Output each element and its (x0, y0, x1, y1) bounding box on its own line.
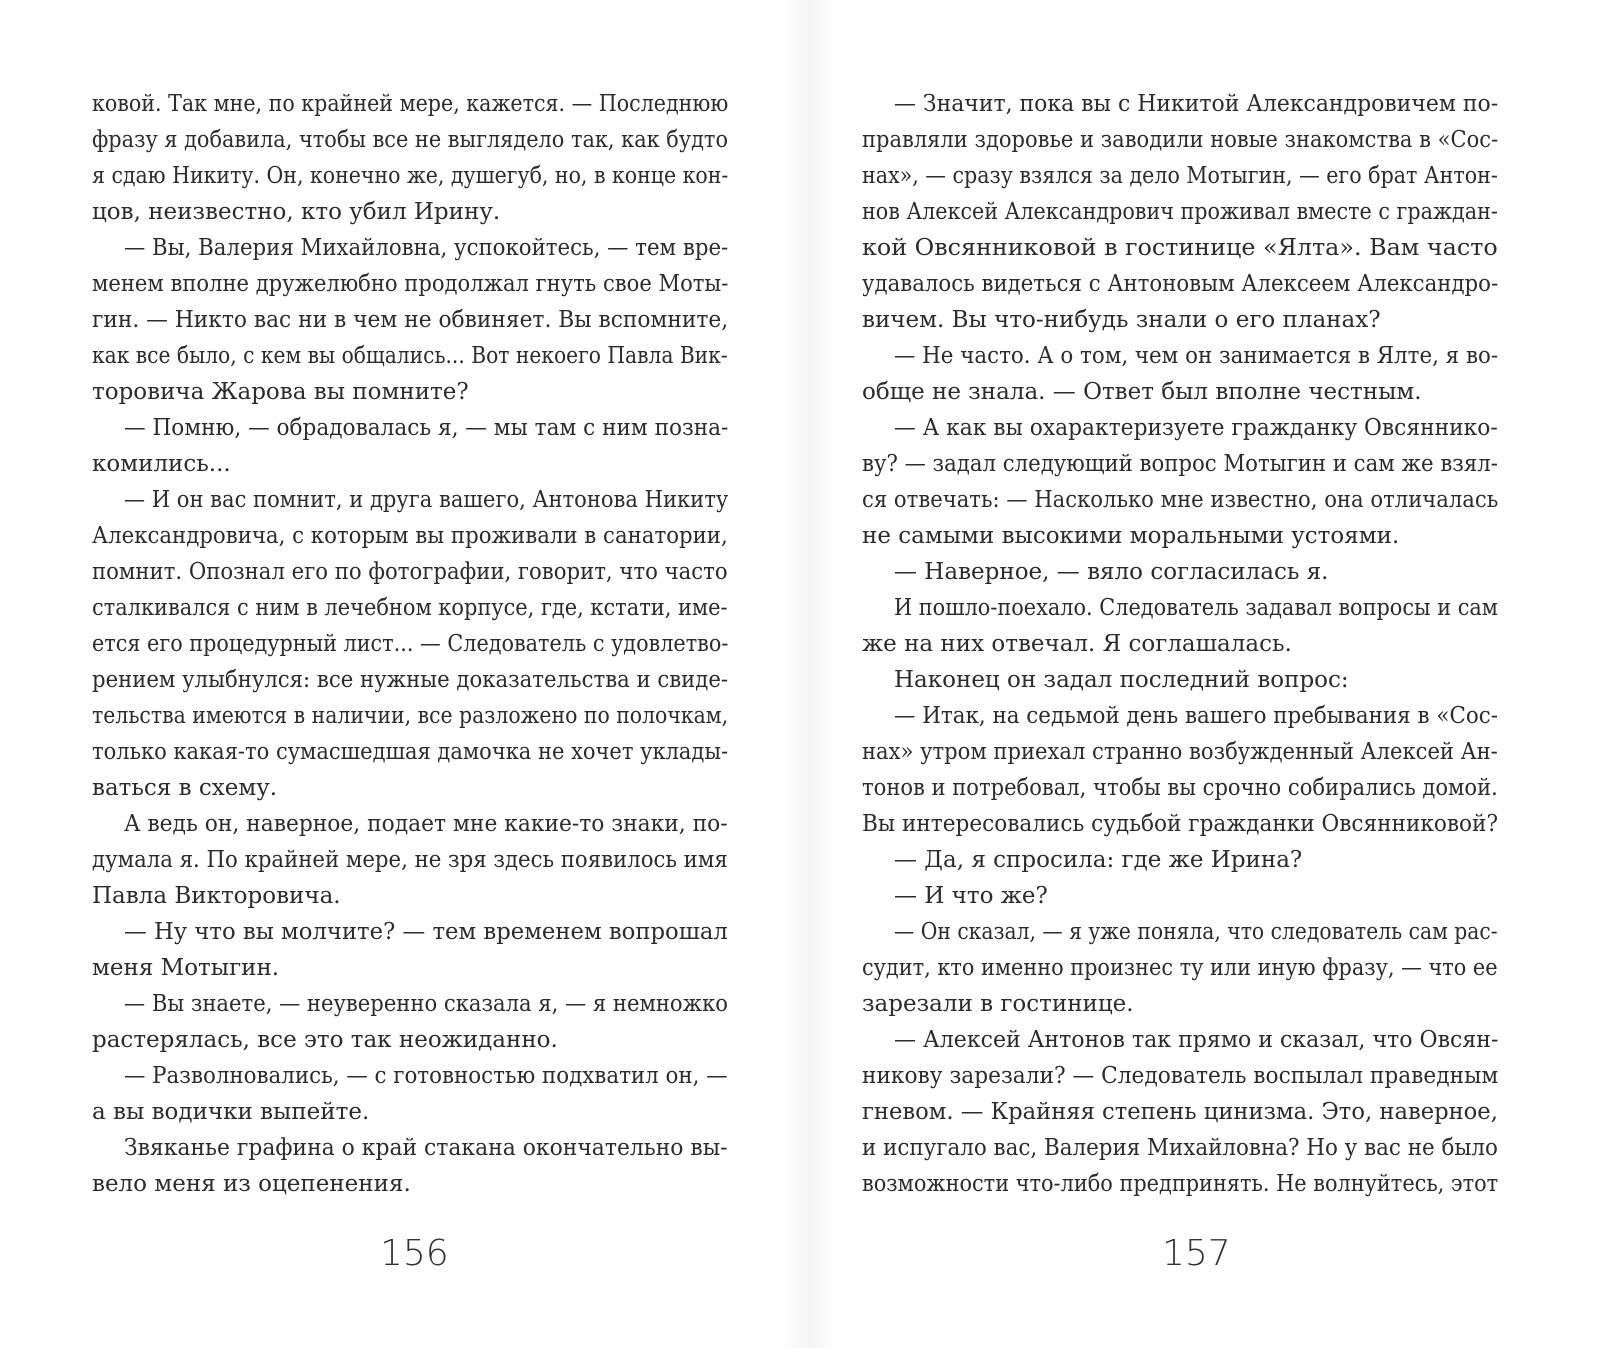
text-line: — Ну что вы молчите? — тем временем вопрошал (124, 919, 728, 945)
text-line: тельства имеются в наличии, все разложено по полочкам, (92, 703, 729, 729)
text-line: гин. — Никто вас ни в чем не обвиняет. Вы вспомните, (92, 307, 729, 333)
text-line: — Помню, — обрадовалась я, — мы там с ним позна- (124, 415, 729, 441)
text-line: не самыми высокими моральными устоями. (862, 523, 1400, 549)
text-line: нах», — сразу взялся за дело Мотыгин, — его брат Антон- (862, 163, 1498, 189)
text-line: комились... (92, 451, 231, 477)
text-line: думала я. По крайней мере, не зря здесь появилось имя (92, 847, 728, 873)
text-line: вело меня из оцепенения. (92, 1171, 411, 1197)
text-line: никову зарезали? — Следователь воспылал праведным (862, 1063, 1499, 1089)
text-line: Звяканье графина о край стакана окончательно вы- (124, 1135, 728, 1161)
text-line: тонов и потребовал, чтобы вы срочно собирались домой. (862, 775, 1498, 801)
text-line: менем вполне дружелюбно продолжал гнуть свое Моты- (92, 271, 729, 297)
text-line: Александровича, с которым вы проживали в санатории, (92, 523, 728, 549)
text-line: правляли здоровье и заводили новые знакомства в «Сос- (862, 127, 1499, 153)
book-gutter (780, 0, 840, 1348)
text-line: нов Алексей Александрович проживал вместе с граждан- (862, 199, 1498, 225)
text-line: — А как вы охарактеризуете гражданку Овсяннико- (894, 415, 1498, 441)
text-line: только какая-то сумасшедшая дамочка не хочет уклады- (92, 739, 729, 765)
text-line: — Значит, пока вы с Никитой Александровичем по- (894, 91, 1499, 117)
text-line: И пошло-поехало. Следователь задавал вопросы и сам (894, 595, 1498, 621)
text-line: зарезали в гостинице. (862, 991, 1134, 1017)
text-line: и испугало вас, Валерия Михайловна? Но у вас не было (862, 1135, 1498, 1161)
text-line: судит, кто именно произнес ту или иную фразу, — что ее (862, 955, 1498, 981)
text-line: а вы водички выпейте. (92, 1099, 370, 1125)
text-line: — Не часто. А о том, чем он занимается в Ялте, я во- (894, 343, 1499, 369)
text-line: удавалось видеться с Антоновым Алексеем Александро- (862, 271, 1499, 297)
text-line: — Вы, Валерия Михайловна, успокойтесь, — тем вре- (124, 235, 729, 261)
text-line: — Да, я спросила: где же Ирина? (894, 847, 1303, 873)
text-line: как все было, с кем вы общались... Вот некоего Павла Вик- (92, 343, 728, 369)
text-line: же на них отвечал. Я соглашалась. (862, 631, 1292, 657)
text-line: — Вы знаете, — неуверенно сказала я, — я немножко (124, 991, 728, 1017)
text-line: обще не знала. — Ответ был вполне честным. (862, 379, 1422, 405)
text-line: рением улыбнулся: все нужные доказательства и свиде- (92, 667, 729, 693)
text-line: помнит. Опознал его по фотографии, говорит, что часто (92, 559, 728, 585)
text-line: меня Мотыгин. (92, 955, 280, 981)
text-line: гневом. — Крайняя степень цинизма. Это, наверное, (862, 1099, 1498, 1125)
text-line: ваться в схему. (92, 775, 278, 801)
text-line: Наконец он задал последний вопрос: (894, 667, 1349, 693)
text-line: — Наверное, — вяло согласилась я. (894, 559, 1329, 585)
text-line: торовича Жарова вы помните? (92, 379, 469, 405)
left-page (0, 0, 800, 1348)
text-line: кой Овсянниковой в гостинице «Ялта». Вам часто (862, 235, 1498, 261)
text-line: — Он сказал, — я уже поняла, что следователь сам рас- (894, 919, 1498, 945)
right-page (800, 0, 1605, 1348)
text-line: — И что же? (894, 883, 1048, 909)
text-line: А ведь он, наверное, подает мне какие-то знаки, по- (124, 811, 728, 837)
text-line: я сдаю Никиту. Он, конечно же, душегуб, но, в конце кон- (92, 163, 729, 189)
text-line: сталкивался с ним в лечебном корпусе, где, кстати, име- (92, 595, 728, 621)
text-line: ется его процедурный лист... — Следователь с удовлетво- (92, 631, 729, 657)
text-line: нах» утром приехал странно возбужденный Алексей Ан- (862, 739, 1498, 765)
text-line: — Итак, на седьмой день вашего пребывания в «Сос- (894, 703, 1498, 729)
text-line: цов, неизвестно, кто убил Ирину. (92, 199, 501, 225)
text-line: Вы интересовались судьбой гражданки Овсянниковой? (862, 811, 1499, 837)
text-line: фразу я добавила, чтобы все не выглядело так, как будто (92, 127, 728, 153)
right-page-number: 157 (1162, 1233, 1231, 1274)
text-line: — Алексей Антонов так прямо и сказал, что Овсян- (894, 1027, 1499, 1053)
text-line: ся отвечать: — Насколько мне известно, она отличалась (862, 487, 1499, 513)
left-page-number: 156 (380, 1233, 449, 1274)
text-line: вичем. Вы что-нибудь знали о его планах? (862, 307, 1381, 333)
text-line: растерялась, все это так неожиданно. (92, 1027, 558, 1053)
text-line: ву? — задал следующий вопрос Мотыгин и сам же взял- (862, 451, 1498, 477)
text-line: — И он вас помнит, и друга вашего, Антонова Никиту (124, 487, 729, 513)
text-line: Павла Викторовича. (92, 883, 341, 909)
text-line: ковой. Так мне, по крайней мере, кажется. — Последнюю (92, 91, 729, 117)
text-line: возможности что-либо предпринять. Не волнуйтесь, этот (862, 1171, 1499, 1197)
text-line: — Разволновались, — с готовностью подхватил он, — (124, 1063, 728, 1089)
